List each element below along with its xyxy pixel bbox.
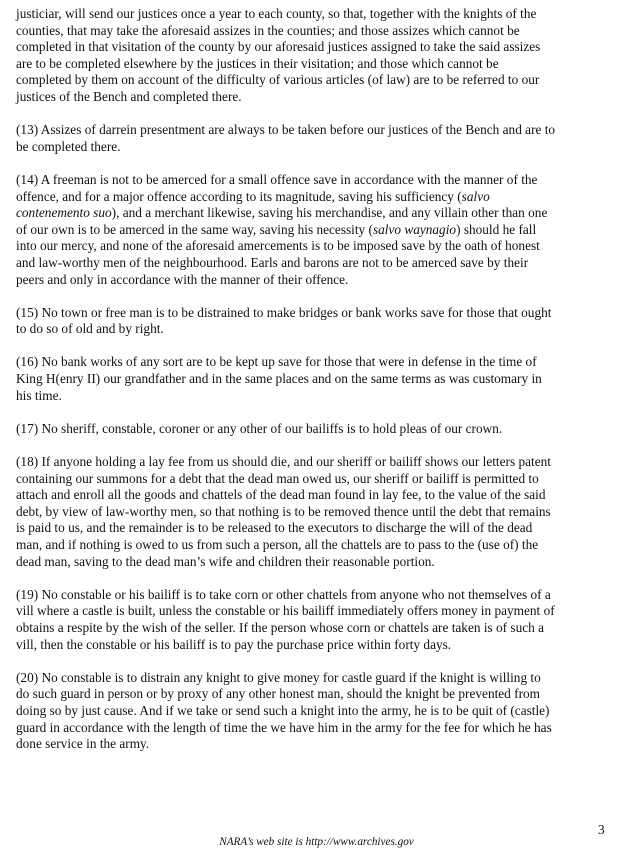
paragraph bbox=[16, 454, 612, 570]
text-segment: (19) No constable or his bailiff is to take corn or other chattels from anyone who not themselves of a vill where a castle is built, unless the constable or his bailiff immediately offers money in payment of obtains a respite by the wish of the seller. If the person whose corn or chattels are taken is of such a vill, then the constable or his bailiff is to pay the purchase price within forty days. bbox=[16, 586, 555, 652]
text-segment: ) should he fall into our mercy, and none of the aforesaid amercements is to be imposed save by the oath of honest and law-worthy men of the neighbourhood. Earls and barons are not to be amerced save by their peers and only in accordance with the manner of their offence. bbox=[16, 221, 540, 287]
text-segment: ), and a merchant likewise, saving his merchandise, and any villain other than one of our own is to be amerced in the same way, saving his necessity ( bbox=[16, 205, 548, 237]
paragraph bbox=[16, 122, 612, 155]
paragraph bbox=[16, 587, 612, 653]
paragraph bbox=[16, 670, 612, 753]
paragraph bbox=[16, 172, 612, 288]
text-segment: (13) Assizes of darrein presentment are always to be taken before our justices of the Bench and are to be completed there. bbox=[16, 122, 556, 154]
paragraph bbox=[16, 354, 612, 404]
italic-text: salvo contenemento suo bbox=[16, 188, 490, 221]
italic-text: salvo waynagio bbox=[372, 221, 457, 237]
text-segment: justiciar, will send our justices once a year to each county, so that, together with the knights of the counties, that may take the aforesaid assizes in the counties; and those assizes which cannot be completed in that visitation of the county by our aforesaid justices assigned to take the said assizes are to be completed elsewhere by the justices in their visitation; and those which cannot be completed by them on account of the difficulty of various articles (of law) are to be referred to our justices of the Bench and completed there. bbox=[16, 6, 541, 104]
paragraph bbox=[16, 6, 612, 106]
text-segment: (20) No constable is to distrain any knight to give money for castle guard if the knight is willing to do such guard in person or by proxy of any other honest man, should the knight be prevented from doing so by just cause. And if we take or send such a knight into the army, he is to be quit of (castle) guard in accordance with the length of time the we have him in the army for the fee for which he has done service in the army. bbox=[16, 669, 552, 752]
page-footer: NARA’s web site is http://www.archives.gov bbox=[219, 836, 414, 848]
paragraph bbox=[16, 421, 612, 438]
text-segment: (18) If anyone holding a lay fee from us should die, and our sheriff or bailiff shows our letters patent containing our summons for a debt that the dead man owed us, our sheriff or bailiff is permitted to attach and enroll all the goods and chattels of the dead man found in lay fee, to the value of the said debt, by view of law-worthy men, so that nothing is to be removed thence until the debt that remains is paid to us, and the remainder is to be released to the executors to discharge the will of the dead man, and if nothing is owed to us from such a person, all the chattels are to pass to the (use of) the dead man, saving to the dead man’s wife and children their reasonable portion. bbox=[16, 454, 551, 569]
paragraph bbox=[16, 305, 612, 338]
text-segment: (15) No town or free man is to be distrained to make bridges or bank works save for those that ought to do so of old and by right. bbox=[16, 304, 552, 337]
text-segment: (14) A freeman is not to be amerced for a small offence save in accordance with the manner of the offence, and for a major offence according to its magnitude, saving his sufficiency ( bbox=[16, 171, 538, 204]
text-segment: (16) No bank works of any sort are to be kept up save for those that were in defense in the time of King H(enry II) our grandfather and in the same places and on the same terms as was customary in his time. bbox=[16, 354, 542, 403]
text-segment: (17) No sheriff, constable, coroner or any other of our bailiffs is to hold pleas of our crown. bbox=[16, 420, 503, 436]
body-text bbox=[16, 6, 612, 769]
page-number: 3 bbox=[598, 822, 605, 837]
